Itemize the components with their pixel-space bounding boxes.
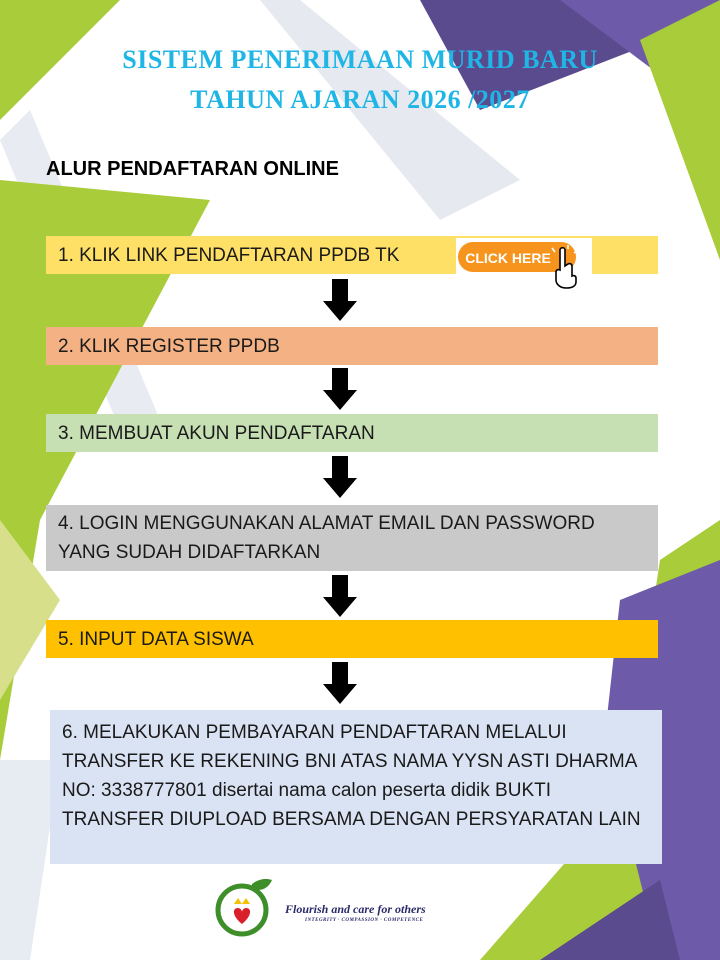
step-6-box [50,710,662,864]
step-3-label: 3. MEMBUAT AKUN PENDAFTARAN [58,422,375,444]
click-here-label: CLICK HERE [465,250,551,266]
page-title-line-2: TAHUN AJARAN 2026 /2027 [190,85,530,114]
arrow-down-icon [323,368,357,410]
step-5-label: 5. INPUT DATA SISWA [58,628,254,650]
arrow-down-icon [323,575,357,617]
step-4-box [46,505,658,571]
step-3-box [46,414,658,452]
arrow-down-icon [323,662,357,704]
school-logo-icon [214,874,274,940]
step-4-label: 4. LOGIN MENGGUNAKAN ALAMAT EMAIL DAN PASSWORD YANG SUDAH DIDAFTARKAN [58,513,595,563]
step-6-label: 6. MELAKUKAN PEMBAYARAN PENDAFTARAN MELALUI TRANSFER KE REKENING BNI ATAS NAMA YYSN ASTI DHARMA NO: 3338777801 disertai nama calon peserta didik BUKTI TRANSFER DIUPLOAD BERSAMA DENGAN PERSYARATAN LAIN [62,722,641,830]
footer-values: INTEGRITY · COMPASSION · COMPETENCE [305,918,424,923]
page-title-line-1: SISTEM PENERIMAAN MURID BARU [122,45,598,74]
click-here-button[interactable] [456,238,592,290]
arrow-down-icon [323,456,357,498]
step-2-label: 2. KLIK REGISTER PPDB [58,335,280,357]
arrow-down-icon [323,279,357,321]
footer-tagline: Flourish and care for others [285,902,426,916]
step-1-label: 1. KLIK LINK PENDAFTARAN PPDB TK [58,244,400,266]
step-2-box [46,327,658,365]
section-heading: ALUR PENDAFTARAN ONLINE [46,158,339,180]
step-5-box [46,620,658,658]
